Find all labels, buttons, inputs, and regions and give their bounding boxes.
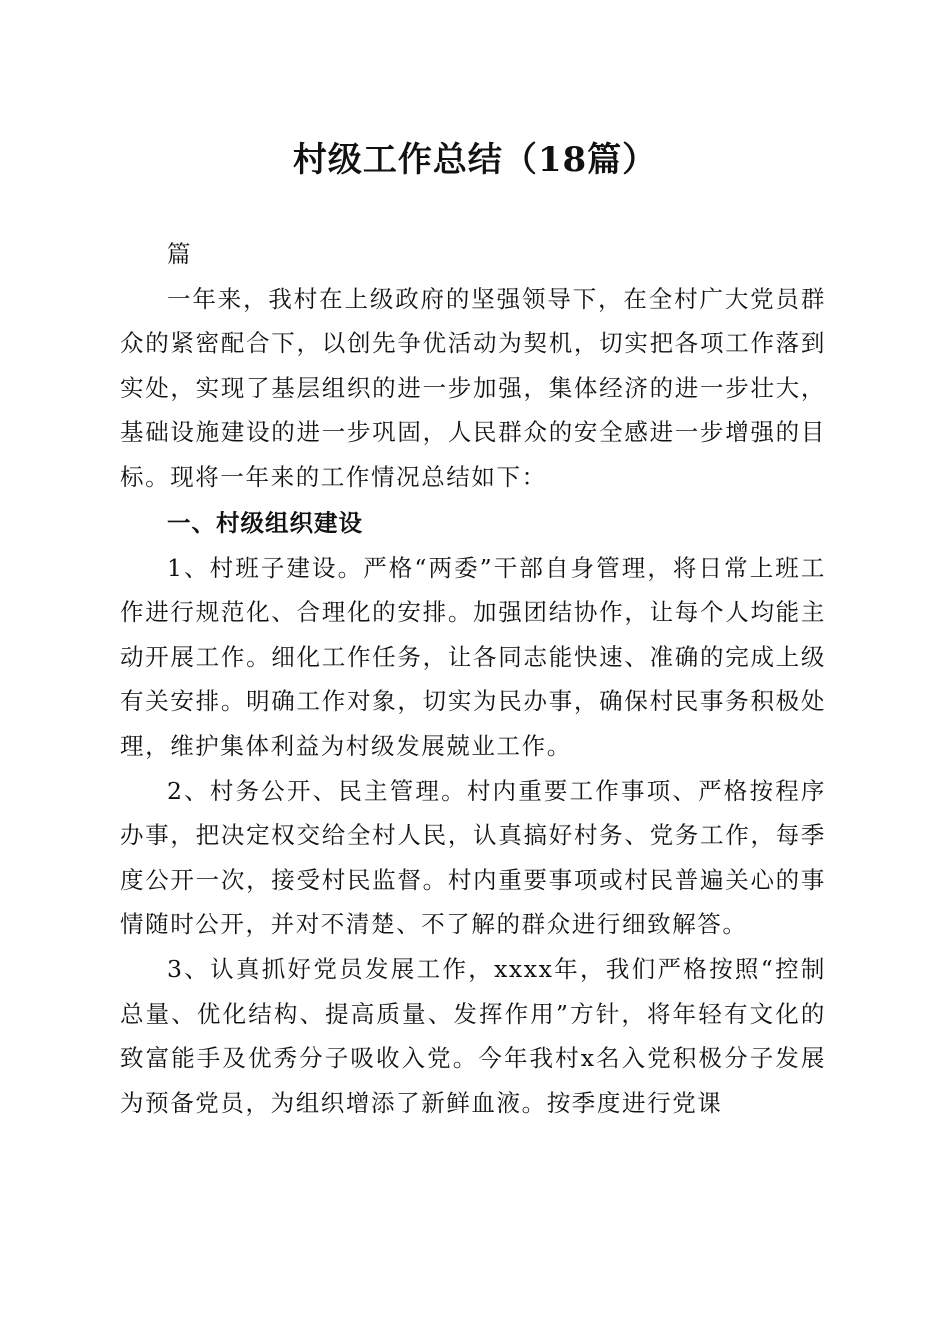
- paragraph-item-2: 2、村务公开、民主管理。村内重要工作事项、严格按程序办事，把决定权交给全村人民，认真搞好村务、党务工作，每季度公开一次，接受村民监督。村内重要事项或村民普遍关心的事情随时公开，并对不清楚、不了解的群众进行细致解答。: [120, 776, 826, 939]
- document-body: [120, 232, 826, 1125]
- paragraph-item-3: 3、认真抓好党员发展工作，xxxx年，我们严格按照“控制总量、优化结构、提高质量、发挥作用”方针，将年轻有文化的致富能手及优秀分子吸收入党。今年我村x名入党积极分子发展为预备党员，为组织增添了新鲜血液。按季度进行党课: [120, 954, 826, 1117]
- section-heading-organization: 一、村级组织建设: [167, 508, 363, 537]
- intro-paragraph: 一年来，我村在上级政府的坚强领导下，在全村广大党员群众的紧密配合下，以创先争优活动为契机，切实把各项工作落到实处，实现了基层组织的进一步加强，集体经济的进一步壮大，基础设施建设的进一步巩固，人民群众的安全感进一步增强的目标。现将一年来的工作情况总结如下：: [120, 284, 826, 491]
- document-title: 村级工作总结（18篇）: [292, 140, 658, 180]
- paragraph-item-1: 1、村班子建设。严格“两委”干部自身管理，将日常上班工作进行规范化、合理化的安排。加强团结协作，让每个人均能主动开展工作。细化工作任务，让各同志能快速、准确的完成上级有关安排。明确工作对象，切实为民办事，确保村民事务积极处理，维护集体利益为村级发展兢业工作。: [120, 553, 826, 760]
- section-label: 篇: [167, 240, 193, 268]
